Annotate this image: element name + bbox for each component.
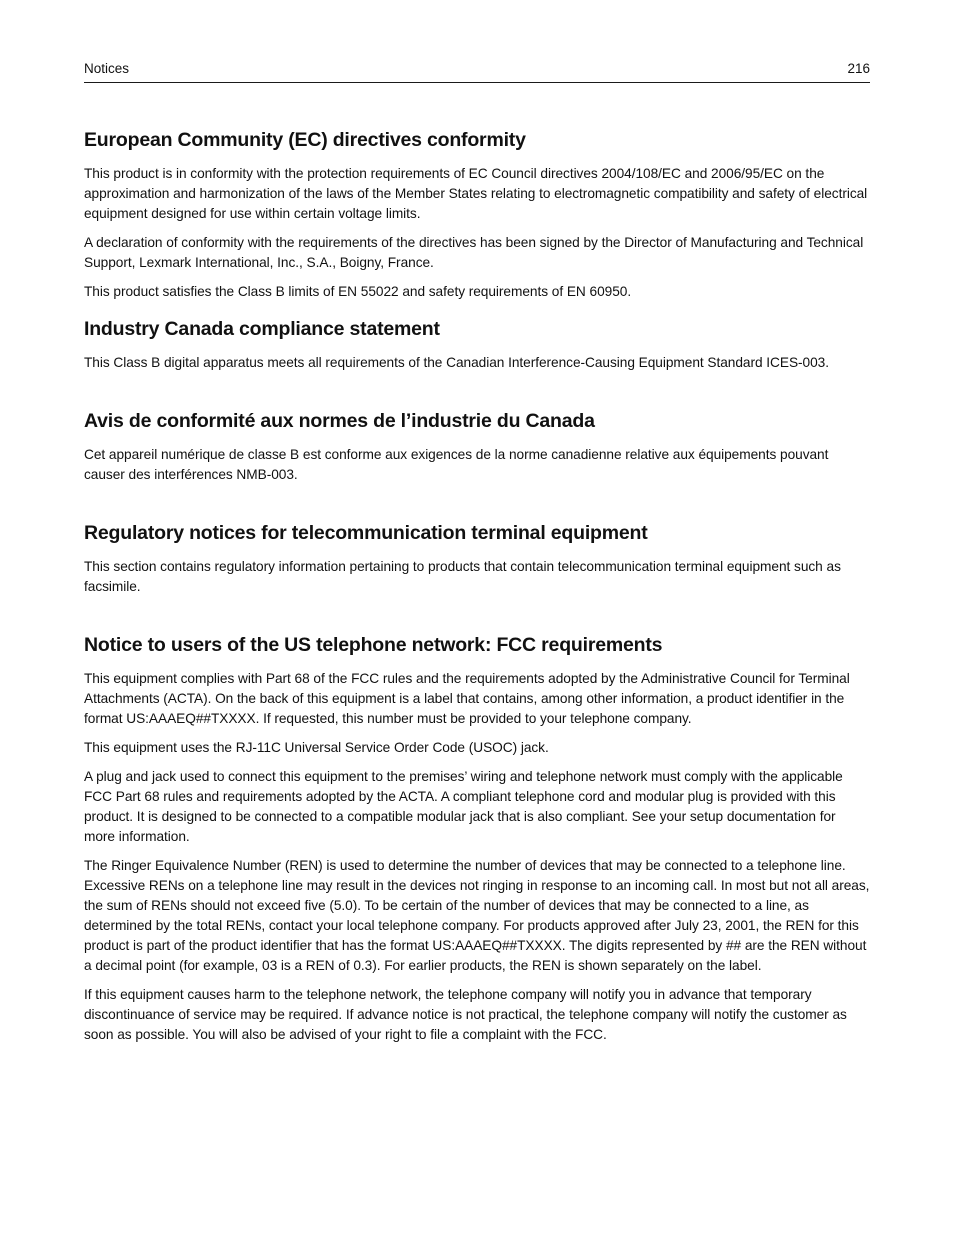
paragraph: A plug and jack used to connect this equipment to the premises’ wiring and telephone network must comply with the applicable FCC Part 68 rules and requirements adopted by the ACTA. A compliant telephone cord and modular plug is provided with this product. It is designed to be connected to a compatible modular jack that is also compliant. See your setup documentation for more information.: [84, 769, 843, 844]
paragraph: This product satisfies the Class B limits of EN 55022 and safety requirements of EN 60950.: [84, 284, 632, 299]
section-fcc-requirements: [84, 633, 870, 1045]
section-heading: Notice to users of the US telephone network: FCC requirements: [84, 634, 663, 656]
page-number: 216: [847, 61, 870, 76]
section-heading: Regulatory notices for telecommunication terminal equipment: [84, 522, 648, 544]
spacer: [84, 494, 870, 521]
running-header: [84, 60, 870, 83]
section-heading: Avis de conformité aux normes de l’industrie du Canada: [84, 410, 595, 432]
section-industry-canada: [84, 317, 870, 373]
paragraph: A declaration of conformity with the requirements of the directives has been signed by the Director of Manufacturing and Technical Support, Lexmark International, Inc., S.A., Boigny, France.: [84, 235, 864, 270]
paragraph: Cet appareil numérique de classe B est conforme aux exigences de la norme canadienne relative aux équipements pouvant causer des interférences NMB-003.: [84, 447, 829, 482]
section-avis-canada: [84, 409, 870, 485]
paragraph: This product is in conformity with the protection requirements of EC Council directives 2004/108/EC and 2006/95/EC on the approximation and harmonization of the laws of the Member States relating to electromagnetic compatibility and safety of electrical equipment designed for use within certain voltage limits.: [84, 166, 868, 221]
section-heading: Industry Canada compliance statement: [84, 318, 440, 340]
header-section-name: Notices: [84, 61, 130, 76]
paragraph: If this equipment causes harm to the telephone network, the telephone company will notify you in advance that temporary discontinuance of service may be required. If advance notice is not practical, the telephone company will notify the customer as soon as possible. You will also be advised of your right to file a complaint with the FCC.: [84, 987, 847, 1042]
spacer: [84, 382, 870, 409]
paragraph: The Ringer Equivalence Number (REN) is used to determine the number of devices that may be connected to a telephone line. Excessive RENs on a telephone line may result in the devices not ringing in response to an incoming call. In most but not all areas, the sum of RENs should not exceed five (5.0). To be certain of the number of devices that may be connected to a line, as determined by the total RENs, contact your local telephone company. For products approved after July 23, 2001, the REN for this product is part of the product identifier that has the format US:AAAEQ##TXXXX. The digits represented by ## are the REN without a decimal point (for example, 03 is a REN of 0.3). For earlier products, the REN is shown separately on the label.: [84, 858, 870, 973]
page-content: [84, 128, 870, 1054]
paragraph: This Class B digital apparatus meets all requirements of the Canadian Interference-Causing Equipment Standard ICES-003.: [84, 355, 829, 370]
section-ec-directives: [84, 128, 870, 302]
section-heading: European Community (EC) directives conformity: [84, 129, 526, 151]
paragraph: This section contains regulatory information pertaining to products that contain telecommunication terminal equipment such as facsimile.: [84, 559, 841, 594]
paragraph: This equipment complies with Part 68 of the FCC rules and the requirements adopted by the Administrative Council for Terminal Attachments (ACTA). On the back of this equipment is a label that contains, among other information, a product identifier in the format US:AAAEQ##TXXXX. If requested, this number must be provided to your telephone company.: [84, 671, 850, 726]
section-telecom-terminal: [84, 521, 870, 597]
paragraph: This equipment uses the RJ-11C Universal Service Order Code (USOC) jack.: [84, 740, 549, 755]
spacer: [84, 606, 870, 633]
